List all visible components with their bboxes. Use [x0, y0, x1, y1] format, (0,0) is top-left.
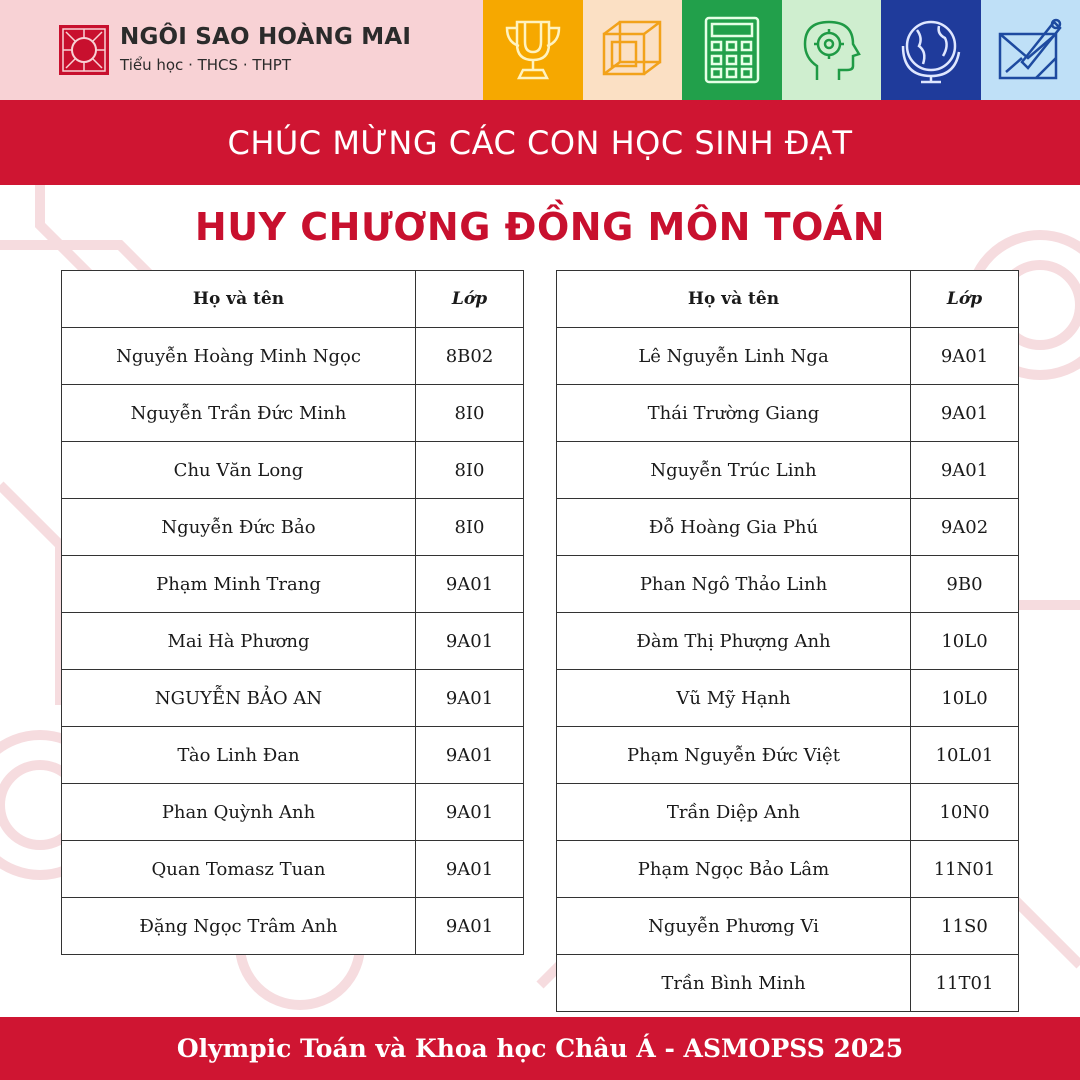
table-row — [557, 328, 1019, 385]
table-row — [557, 784, 1019, 841]
table-row — [62, 556, 524, 613]
table-row — [62, 385, 524, 442]
table-row — [557, 385, 1019, 442]
brand-block — [0, 0, 483, 100]
table-row — [62, 727, 524, 784]
table-row — [557, 499, 1019, 556]
student-class: 9A01 — [416, 556, 524, 613]
student-name: Nguyễn Trúc Linh — [557, 442, 911, 499]
table-row — [62, 670, 524, 727]
student-name: Nguyễn Phương Vi — [557, 898, 911, 955]
head-gear-tile — [782, 0, 882, 100]
student-name: Đàm Thị Phượng Anh — [557, 613, 911, 670]
calculator-icon — [694, 12, 770, 88]
trophy-tile — [483, 0, 583, 100]
table-row — [557, 727, 1019, 784]
table-header-row — [62, 271, 524, 328]
table-row — [557, 670, 1019, 727]
student-name: Đỗ Hoàng Gia Phú — [557, 499, 911, 556]
table-row — [557, 841, 1019, 898]
student-class: 9A01 — [416, 670, 524, 727]
header-class: Lớp — [416, 271, 524, 328]
congratulations-banner — [0, 100, 1080, 185]
cube-tile — [583, 0, 683, 100]
student-name: Trần Bình Minh — [557, 955, 911, 1012]
calculator-tile — [682, 0, 782, 100]
student-name: Nguyễn Hoàng Minh Ngọc — [62, 328, 416, 385]
table-row — [557, 442, 1019, 499]
globe-icon — [893, 12, 969, 88]
student-class: 9A01 — [911, 385, 1019, 442]
student-name: Mai Hà Phương — [62, 613, 416, 670]
header — [0, 0, 1080, 100]
drafting-icon — [992, 12, 1068, 88]
footer-banner — [0, 1017, 1080, 1080]
student-class: 9A01 — [416, 613, 524, 670]
table-row — [62, 499, 524, 556]
table-row — [62, 613, 524, 670]
student-class: 9A01 — [416, 727, 524, 784]
header-name: Họ và tên — [557, 271, 911, 328]
table-header-row — [557, 271, 1019, 328]
student-class: 9A01 — [416, 841, 524, 898]
table-row — [557, 955, 1019, 1012]
student-name: Tào Linh Đan — [62, 727, 416, 784]
awards-table-left — [61, 270, 524, 955]
student-name: Phạm Nguyễn Đức Việt — [557, 727, 911, 784]
student-name: Quan Tomasz Tuan — [62, 841, 416, 898]
drafting-tile — [981, 0, 1080, 100]
table-row — [62, 784, 524, 841]
student-class: 10L01 — [911, 727, 1019, 784]
globe-tile — [881, 0, 981, 100]
page-title: HUY CHƯƠNG ĐỒNG MÔN TOÁN — [194, 205, 886, 249]
competition-name: Olympic Toán và Khoa học Châu Á - ASMOPSS 2025 — [176, 1034, 904, 1063]
student-class: 11T01 — [911, 955, 1019, 1012]
student-class: 10N0 — [911, 784, 1019, 841]
student-name: Nguyễn Đức Bảo — [62, 499, 416, 556]
student-name: Lê Nguyễn Linh Nga — [557, 328, 911, 385]
student-name: Đặng Ngọc Trâm Anh — [62, 898, 416, 955]
school-levels: Tiểu học · THCS · THPT — [120, 56, 291, 74]
school-logo-icon — [58, 24, 110, 76]
header-class: Lớp — [911, 271, 1019, 328]
student-class: 8I0 — [416, 499, 524, 556]
student-class: 11N01 — [911, 841, 1019, 898]
student-class: 9B0 — [911, 556, 1019, 613]
cube-icon — [594, 12, 670, 88]
student-class: 11S0 — [911, 898, 1019, 955]
student-class: 9A02 — [911, 499, 1019, 556]
student-name: NGUYỄN BẢO AN — [62, 670, 416, 727]
student-name: Phạm Minh Trang — [62, 556, 416, 613]
student-name: Phạm Ngọc Bảo Lâm — [557, 841, 911, 898]
student-class: 8I0 — [416, 385, 524, 442]
student-class: 9A01 — [911, 442, 1019, 499]
banner-text: CHÚC MỪNG CÁC CON HỌC SINH ĐẠT — [227, 123, 853, 162]
student-name: Thái Trường Giang — [557, 385, 911, 442]
student-name: Trần Diệp Anh — [557, 784, 911, 841]
student-class: 9A01 — [911, 328, 1019, 385]
student-class: 9A01 — [416, 898, 524, 955]
student-name: Chu Văn Long — [62, 442, 416, 499]
student-class: 9A01 — [416, 784, 524, 841]
header-name: Họ và tên — [62, 271, 416, 328]
table-row — [557, 556, 1019, 613]
student-name: Phan Ngô Thảo Linh — [557, 556, 911, 613]
student-name: Vũ Mỹ Hạnh — [557, 670, 911, 727]
student-name: Nguyễn Trần Đức Minh — [62, 385, 416, 442]
table-row — [557, 613, 1019, 670]
student-class: 8I0 — [416, 442, 524, 499]
school-name: NGÔI SAO HOÀNG MAI — [120, 24, 412, 50]
awards-table-right — [556, 270, 1019, 1012]
table-row — [62, 898, 524, 955]
table-row — [557, 898, 1019, 955]
table-row — [62, 442, 524, 499]
student-class: 10L0 — [911, 613, 1019, 670]
head-gear-icon — [793, 12, 869, 88]
trophy-icon — [495, 12, 571, 88]
table-row — [62, 328, 524, 385]
student-name: Phan Quỳnh Anh — [62, 784, 416, 841]
student-class: 8B02 — [416, 328, 524, 385]
table-row — [62, 841, 524, 898]
student-class: 10L0 — [911, 670, 1019, 727]
